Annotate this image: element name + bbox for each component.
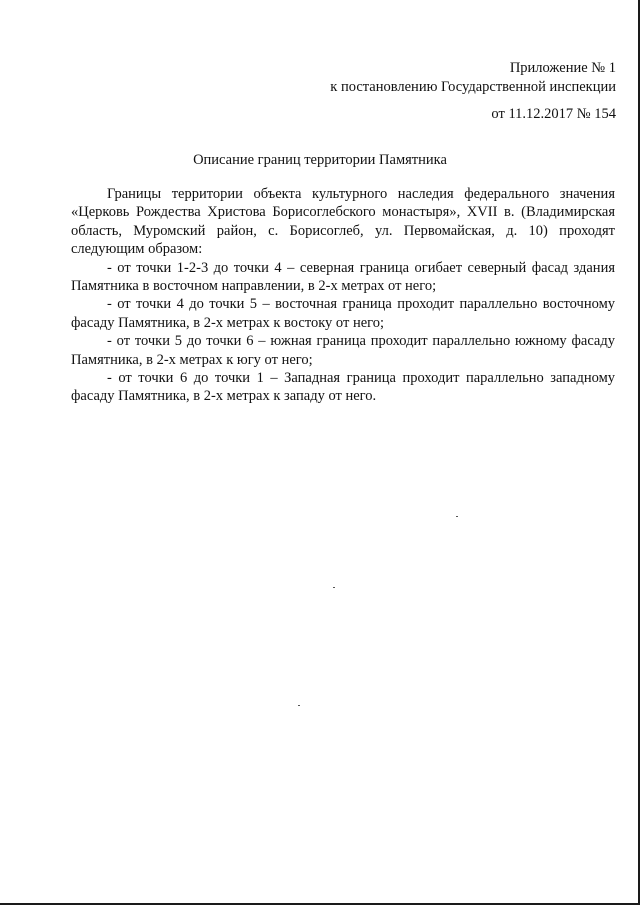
boundary-paragraph-east: - от точки 4 до точки 5 – восточная граница проходит параллельно восточному фасаду Памятника, в 2-х метрах к востоку от него; [71, 296, 615, 331]
appendix-number: Приложение № 1 [509, 60, 616, 76]
appendix-reference: к постановлению Государственной инспекции [330, 79, 616, 95]
boundary-paragraph-west: - от точки 6 до точки 1 – Западная граница проходит параллельно западному фасаду Памятника, в 2-х метрах к западу от него. [71, 370, 615, 405]
resolution-date-number: от 11.12.2017 № 154 [491, 106, 616, 122]
document-body [71, 185, 615, 406]
boundary-paragraph-north: - от точки 1-2-3 до точки 4 – северная граница огибает северный фасад здания Памятника в восточном направлении, в 2-х метрах от него; [71, 259, 615, 295]
boundary-paragraph-south: - от точки 5 до точки 6 – южная граница проходит параллельно южному фасаду Памятника, в 2-х метрах к югу от него; [71, 333, 615, 368]
intro-paragraph: Границы территории объекта культурного наследия федерального значения «Церковь Рождества Христова Борисоглебского монастыря», XVII в. (Владимирская область, Муромский район, с. Борисоглеб, ул. Первомайская, д. 10) проходят следующим образом: [71, 186, 615, 258]
scan-speck [456, 516, 458, 517]
scan-speck [298, 705, 300, 706]
document-title: Описание границ территории Памятника [193, 152, 447, 168]
scan-speck [333, 587, 335, 588]
